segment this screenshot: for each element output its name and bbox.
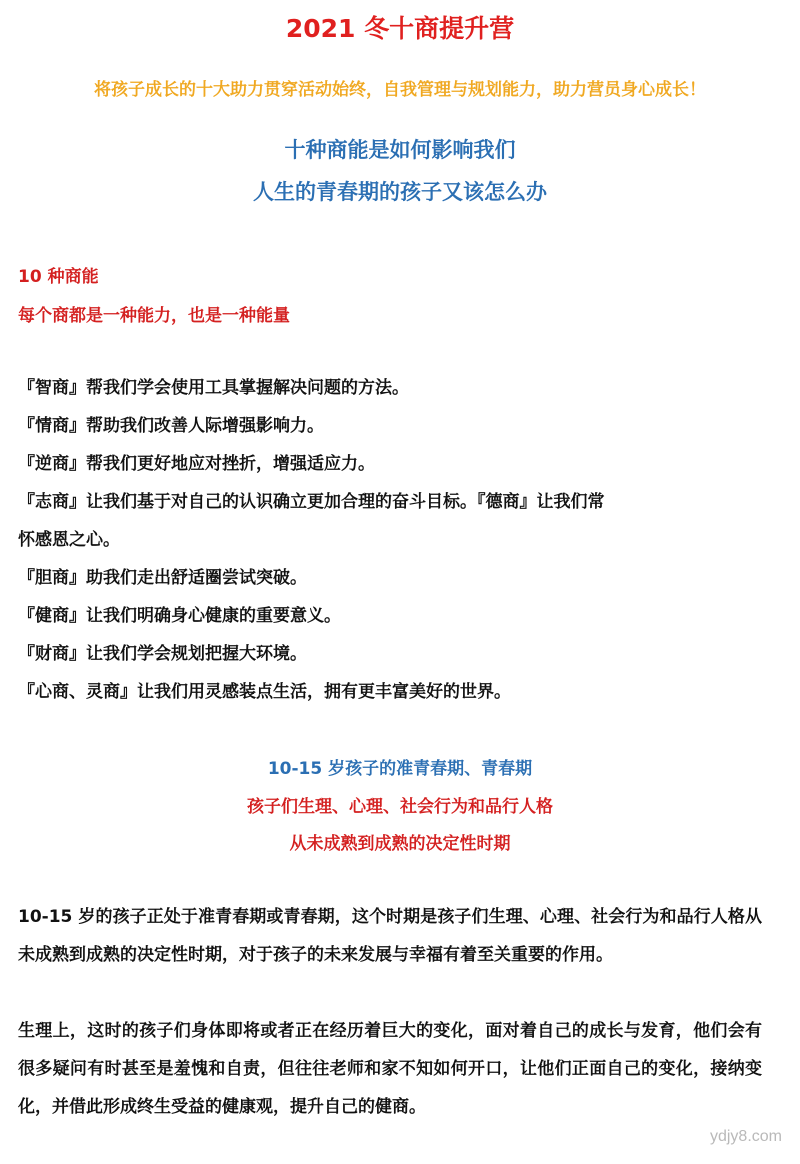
hero-line-2: 人生的青春期的孩子又该怎么办 <box>253 180 547 204</box>
ability-line-will: 『志商』让我们基于对自己的认识确立更加合理的奋斗目标。『德商』让我们常 <box>18 492 605 512</box>
page-title: 2021 冬十商提升营 <box>285 14 515 43</box>
hero-line-1: 十种商能是如何影响我们 <box>284 138 516 162</box>
ability-line-health: 『健商』让我们明确身心健康的重要意义。 <box>18 606 341 626</box>
ability-line-aq: 『逆商』帮我们更好地应对挫折，增强适应力。 <box>18 454 375 474</box>
ability-line-courage: 『胆商』助我们走出舒适圈尝试突破。 <box>18 568 307 588</box>
ability-line-eq: 『情商』帮助我们改善人际增强影响力。 <box>18 416 324 436</box>
section-subheading-ability-energy: 每个商都是一种能力，也是一种能量 <box>18 306 290 326</box>
ability-line-will-continued: 怀感恩之心。 <box>18 530 120 550</box>
adolescence-subheading-1: 孩子们生理、心理、社会行为和品行人格 <box>247 797 553 817</box>
adolescence-paragraph-2: 生理上，这时的孩子们身体即将或者正在经历着巨大的变化，面对着自己的成长与发育，他们会有很多疑问有时甚至是羞愧和自责，但往往老师和家不知如何开口，让他们正面自己的变化，接纳变化，并借此形成终生受益的健康观，提升自己的健商。 <box>18 1021 762 1117</box>
ability-line-finance: 『财商』让我们学会规划把握大环境。 <box>18 644 307 664</box>
abilities-list <box>18 369 788 711</box>
adolescence-paragraph-1: 10-15 岁的孩子正处于准青春期或青春期，这个时期是孩子们生理、心理、社会行为和品行人格从未成熟到成熟的决定性时期，对于孩子的未来发展与幸福有着至关重要的作用。 <box>18 907 762 965</box>
adolescence-heading: 10-15 岁孩子的准青春期、青春期 <box>267 759 533 779</box>
section-heading-ten-abilities: 10 种商能 <box>18 267 99 287</box>
page-subtitle: 将孩子成长的十大助力贯穿活动始终，自我管理与规划能力，助力营员身心成长！ <box>94 80 706 100</box>
ability-line-spirit: 『心商、灵商』让我们用灵感装点生活，拥有更丰富美好的世界。 <box>18 682 511 702</box>
ability-line-iq: 『智商』帮我们学会使用工具掌握解决问题的方法。 <box>18 378 409 398</box>
site-watermark: ydjy8.com <box>709 1128 782 1145</box>
adolescence-subheading-2: 从未成熟到成熟的决定性时期 <box>289 834 511 854</box>
